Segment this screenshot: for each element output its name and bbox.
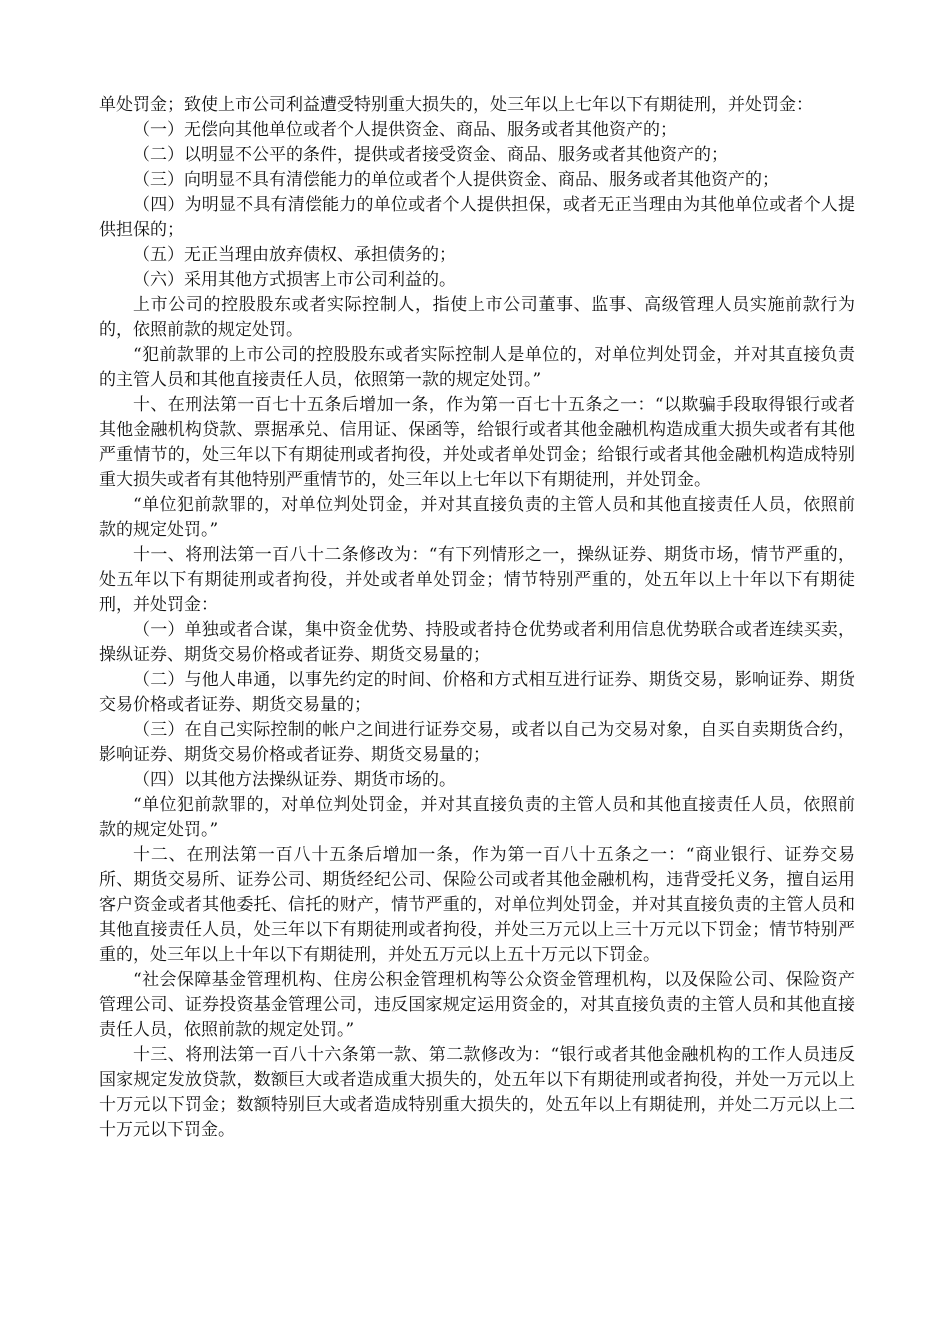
paragraph-article-11-item-1: （一）单独或者合谋，集中资金优势、持股或者持仓优势或者利用信息优势联合或者连续买卖，操纵证券、期货交易价格或者证券、期货交易量的； bbox=[99, 620, 855, 665]
paragraph-article-11-item-2: （二）与他人串通，以事先约定的时间、价格和方式相互进行证券、期货交易，影响证券、期货交易价格或者证券、期货交易量的； bbox=[99, 670, 855, 715]
paragraph-continuation: 单处罚金；致使上市公司利益遭受特别重大损失的，处三年以上七年以下有期徒刑，并处罚金： bbox=[99, 95, 813, 115]
paragraph-item-2: （二）以明显不公平的条件，提供或者接受资金、商品、服务或者其他资产的； bbox=[133, 145, 728, 165]
paragraph-article-10: 十、在刑法第一百七十五条后增加一条，作为第一百七十五条之一：“以欺骗手段取得银行或者其他金融机构贷款、票据承兑、信用证、保函等，给银行或者其他金融机构造成重大损失或者有其他严重情节的，处三年以下有期徒刑或者拘役，并处或者单处罚金；给银行或者其他金融机构造成特别重大损失或者有其他特别严重情节的，处三年以上七年以下有期徒刑，并处罚金。 bbox=[99, 395, 855, 490]
paragraph-item-1: （一）无偿向其他单位或者个人提供资金、商品、服务或者其他资产的； bbox=[133, 120, 677, 140]
paragraph-article-13: 十三、将刑法第一百八十六条第一款、第二款修改为：“银行或者其他金融机构的工作人员违反国家规定发放贷款，数额巨大或者造成重大损失的，处五年以下有期徒刑或者拘役，并处一万元以上十万元以下罚金；数额特别巨大或者造成特别重大损失的，处五年以上有期徒刑，并处二万元以上二十万元以下罚金。 bbox=[99, 1045, 855, 1140]
paragraph-article-12: 十二、在刑法第一百八十五条后增加一条，作为第一百八十五条之一：“商业银行、证券交易所、期货交易所、证券公司、期货经纪公司、保险公司或者其他金融机构，违背受托义务，擅自运用客户资金或者其他委托、信托的财产，情节严重的，对单位判处罚金，并对其直接负责的主管人员和其他直接责任人员，处三年以下有期徒刑或者拘役，并处三万元以上三十万元以下罚金；情节特别严重的，处三年以上十年以下有期徒刑，并处五万元以上五十万元以下罚金。 bbox=[99, 845, 855, 965]
paragraph-article-11: 十一、将刑法第一百八十二条修改为：“有下列情形之一，操纵证券、期货市场，情节严重的，处五年以下有期徒刑或者拘役，并处或者单处罚金；情节特别严重的，处五年以上十年以下有期徒刑，并处罚金： bbox=[99, 545, 855, 615]
paragraph-article-12-funds: “社会保障基金管理机构、住房公积金管理机构等公众资金管理机构，以及保险公司、保险资产管理公司、证券投资基金管理公司，违反国家规定运用资金的，对其直接负责的主管人员和其他直接责任人员，依照前款的规定处罚。” bbox=[99, 970, 855, 1040]
paragraph-article-11-item-3: （三）在自己实际控制的帐户之间进行证券交易，或者以自己为交易对象，自买自卖期货合约，影响证券、期货交易价格或者证券、期货交易量的； bbox=[99, 720, 855, 765]
paragraph-unit-crime: “犯前款罪的上市公司的控股股东或者实际控制人是单位的，对单位判处罚金，并对其直接负责的主管人员和其他直接责任人员，依照第一款的规定处罚。” bbox=[99, 345, 855, 390]
paragraph-item-3: （三）向明显不具有清偿能力的单位或者个人提供资金、商品、服务或者其他资产的； bbox=[133, 170, 779, 190]
paragraph-item-6: （六）采用其他方式损害上市公司利益的。 bbox=[133, 270, 456, 290]
paragraph-controlling-shareholder: 上市公司的控股股东或者实际控制人，指使上市公司董事、监事、高级管理人员实施前款行为的，依照前款的规定处罚。 bbox=[99, 295, 855, 340]
paragraph-article-11-item-4: （四）以其他方法操纵证券、期货市场的。 bbox=[133, 770, 456, 790]
paragraph-article-10-unit: “单位犯前款罪的，对单位判处罚金，并对其直接负责的主管人员和其他直接责任人员，依照前款的规定处罚。” bbox=[99, 495, 855, 540]
paragraph-item-5: （五）无正当理由放弃债权、承担债务的； bbox=[133, 245, 456, 265]
paragraph-article-11-unit: “单位犯前款罪的，对单位判处罚金，并对其直接负责的主管人员和其他直接责任人员，依照前款的规定处罚。” bbox=[99, 795, 855, 840]
paragraph-item-4: （四）为明显不具有清偿能力的单位或者个人提供担保，或者无正当理由为其他单位或者个人提供担保的； bbox=[99, 195, 855, 240]
document-body bbox=[99, 93, 855, 1143]
